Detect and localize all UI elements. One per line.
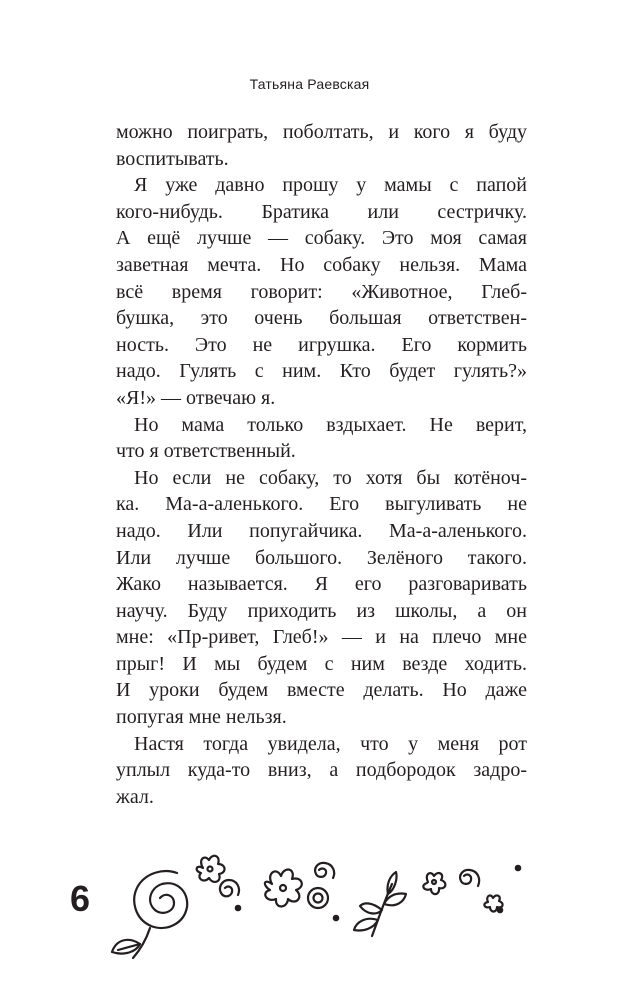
spiral-icon xyxy=(460,870,479,886)
text-line: Жако называется. Я его разговаривать xyxy=(116,573,527,596)
text-line: ность. Это не игрушка. Его кормить xyxy=(116,333,527,356)
text-line: уплыл куда-то вниз, а подбородок задро- xyxy=(116,759,527,782)
small-flower-icon xyxy=(197,856,225,882)
small-spiral-icon xyxy=(220,880,239,896)
text-line: надо. Или попугайчика. Ма-а-аленького. xyxy=(116,519,527,542)
running-head-author: Татьяна Раевская xyxy=(249,76,370,92)
text-line: прыг! И мы будем с ним везде ходить. xyxy=(116,652,527,675)
text-line: надо. Гулять с ним. Кто будет гулять?» xyxy=(116,360,527,383)
text-line: заветная мечта. Но собаку нельзя. Мама xyxy=(116,253,527,276)
doodle-ornament xyxy=(0,840,619,980)
text-line: попугая мне нельзя. xyxy=(116,706,287,729)
concentric-circle-icon xyxy=(308,888,328,908)
text-line: ка. Ма-а-аленького. Его выгуливать не xyxy=(116,493,527,516)
text-line: «Я!» — отвечаю я. xyxy=(116,386,276,409)
text-line: кого-нибудь. Братика или сестричку. xyxy=(116,200,527,223)
text-line: всё время говорит: «Животное, Глеб- xyxy=(116,280,527,303)
body-text xyxy=(116,119,527,810)
text-line: воспитывать. xyxy=(116,147,229,170)
page-number: 6 xyxy=(70,878,91,919)
five-petal-flower-icon xyxy=(265,870,302,907)
text-line: научу. Буду приходить из школы, а он xyxy=(116,599,527,622)
small-flower-icon xyxy=(423,873,445,894)
leaf-branch-icon xyxy=(354,872,406,936)
text-line: Или лучше большого. Зелёного такого. xyxy=(116,546,527,569)
text-line: А ещё лучше — собаку. Это моя самая xyxy=(116,227,527,250)
dot-icon xyxy=(334,916,338,920)
text-line: мне: «Пр-ривет, Глеб!» — и на плечо мне xyxy=(116,626,527,649)
text-line: И уроки будем вместе делать. Но даже xyxy=(116,679,527,702)
dot-icon xyxy=(236,906,240,910)
spiral-icon xyxy=(315,863,334,878)
text-line: Но если не собаку, то хотя бы котёноч- xyxy=(134,466,527,489)
text-line: Настя тогда увидела, что у меня рот xyxy=(134,732,527,755)
text-line: Я уже давно прошу у мамы с папой xyxy=(134,174,527,197)
spiral-flower-icon xyxy=(112,871,187,958)
text-line: жал. xyxy=(116,785,154,808)
text-line: Но мама только вздыхает. Не верит, xyxy=(134,413,527,436)
dot-icon xyxy=(516,866,520,870)
text-line: бушка, это очень большая ответствен- xyxy=(116,307,527,330)
text-line: можно поиграть, поболтать, и кого я буду xyxy=(116,121,527,143)
text-line: что я ответственный. xyxy=(116,440,296,463)
